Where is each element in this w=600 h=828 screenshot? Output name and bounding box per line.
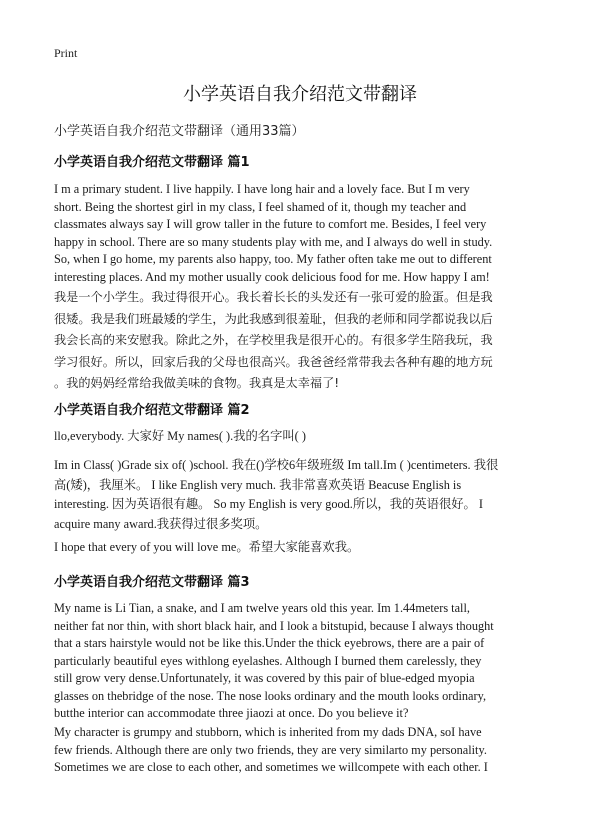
section-heading-2: 小学英语自我介绍范文带翻译 篇2 [54, 403, 250, 418]
document-title: 小学英语自我介绍范文带翻译 [183, 84, 417, 105]
text-line: happy in school. There are so many students play with me, and I always do well in study. [54, 234, 493, 249]
section-2-class-paragraph [54, 456, 544, 534]
text-line: Sometimes we are close to each other, and sometimes we willcompete with each other. I [54, 760, 488, 774]
section-heading-3: 小学英语自我介绍范文带翻译 篇3 [54, 575, 250, 590]
text-line: I hope that every of you will love me。希望大家能喜欢我。 [54, 540, 360, 554]
section-1-english-paragraph [54, 181, 544, 286]
text-line: My name is Li Tian, a snake, and I am twelve years old this year. Im 1.44meters tall, [54, 601, 470, 615]
text-line: particularly beautiful eyes withlong eyelashes. Although I burned them carelessly, they [54, 653, 482, 668]
text-line: interesting places. And my mother usually cook delicious food for me. How happy I am! [54, 269, 490, 284]
text-line: 。我的妈妈经常给我做美味的食物。我真是太幸福了! [54, 376, 340, 390]
document-subtitle: 小学英语自我介绍范文带翻译（通用33篇） [54, 124, 305, 139]
text-line: 我是一个小学生。我过得很开心。我长着长长的头发还有一张可爱的脸蛋。但是我 [54, 290, 493, 304]
text-line: I m a primary student. I live happily. I have long hair and a lovely face. But I m very [54, 182, 470, 196]
text-line: neither fat nor thin, with short black hair, and I look a bitstupid, because I always thought [54, 618, 494, 633]
text-line: glasses on thebridge of the nose. The nose looks ordinary and the mouth looks ordinary, [54, 688, 487, 703]
text-line: interesting. 因为英语很有趣。 So my English is very good.所以，我的英语很好。 I [54, 497, 484, 511]
section-3-character-paragraph [54, 724, 544, 777]
text-line: still grow very dense.Unfortunately, it was covered by this pair of blue-edged myopia [54, 671, 475, 685]
section-3-description-paragraph [54, 600, 544, 723]
text-line: acquire many award.我获得过很多奖项。 [54, 516, 268, 531]
text-line: 很矮。我是我们班最矮的学生，为此我感到很羞耻，但我的老师和同学都说我以后 [54, 311, 493, 326]
text-line: few friends. Although there are only two friends, they are very similarto my personality. [54, 742, 487, 757]
text-line: classmates always say I will grow taller in the future to comfort me. Besides, I feel very [54, 217, 487, 231]
text-line: My character is grumpy and stubborn, which is inherited from my dads DNA, soI have [54, 725, 482, 739]
text-line: 学习很好。所以，回家后我的父母也很高兴。我爸爸经常带我去各种有趣的地方玩 [54, 354, 493, 369]
text-line: llo,everybody. 大家好 My names( ).我的名字叫( ) [54, 429, 306, 443]
text-line: 我会长高的来安慰我。除此之外，在学校里我是很开心的。有很多学生陪我玩，我 [54, 333, 493, 347]
section-2-closing-paragraph [54, 538, 544, 558]
text-line: 高(矮)，我厘米。 I like English very much. 我非常喜欢英语 Beacuse English is [54, 477, 462, 492]
text-line: butthe interior can accommodate three jiaozi at once. Do you believe it? [54, 706, 409, 720]
section-1-chinese-paragraph [54, 287, 544, 395]
print-link[interactable]: Print [54, 46, 78, 60]
text-line: So, when I go home, my parents also happy, too. My father often take me out to different [54, 252, 492, 266]
text-line: short. Being the shortest girl in my class, I feel shamed of it, though my teacher and [54, 199, 467, 214]
text-line: Im in Class( )Grade six of( )school. 我在()学校6年级班级 Im tall.Im ( )centimeters. 我很 [54, 458, 499, 472]
text-line: that a stars hairstyle would not be like this.Under the thick eyebrows, there are a pair of [54, 636, 485, 650]
section-heading-1: 小学英语自我介绍范文带翻译 篇1 [54, 155, 250, 170]
section-2-greeting-paragraph [54, 427, 544, 447]
